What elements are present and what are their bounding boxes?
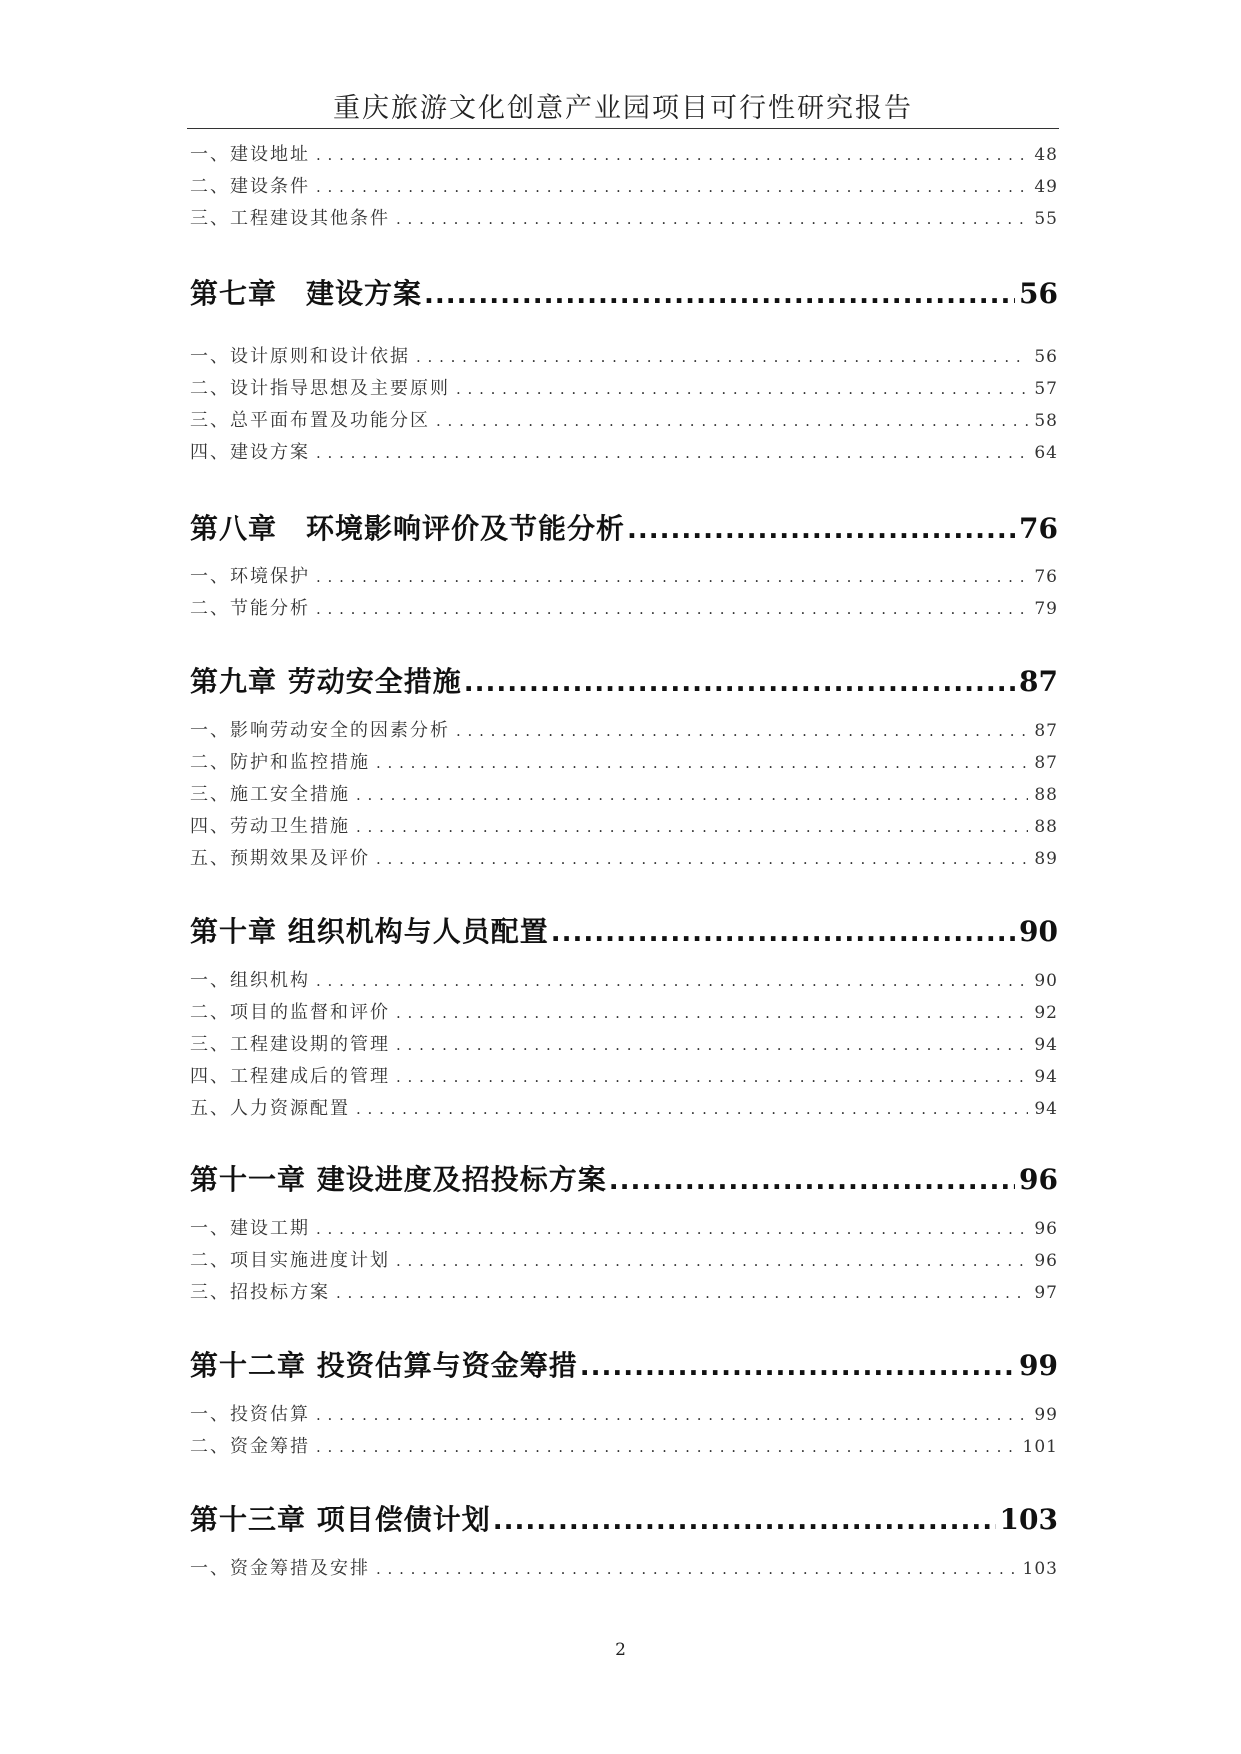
toc-entry-page: 87: [1019, 665, 1058, 698]
dot-leader: [493, 1506, 996, 1536]
toc-section-entry[interactable]: [190, 1030, 1058, 1056]
toc-entry-label: 一、资金筹措及安排: [190, 1558, 370, 1579]
toc-section-entry[interactable]: [190, 1554, 1058, 1580]
dot-leader: [356, 786, 1028, 804]
toc-entry-label: 二、设计指导思想及主要原则: [190, 378, 450, 399]
toc-entry-label: 第十三章 项目偿债计划: [190, 1503, 491, 1536]
toc-entry-page: 64: [1034, 443, 1058, 463]
toc-entry-label: 第十一章 建设进度及招投标方案: [190, 1163, 607, 1196]
toc-entry-page: 92: [1034, 1003, 1058, 1023]
toc-entry-page: 89: [1034, 849, 1058, 869]
toc-entry-label: 三、工程建设期的管理: [190, 1034, 390, 1055]
dot-leader: [316, 444, 1028, 462]
toc-entry-label: 三、总平面布置及功能分区: [190, 410, 430, 431]
toc-entry-page: 49: [1034, 177, 1058, 197]
toc-entry-page: 96: [1019, 1163, 1058, 1196]
dot-leader: [609, 1166, 1015, 1196]
dot-leader: [416, 348, 1028, 366]
toc-entry-label: 一、组织机构: [190, 970, 310, 991]
toc-entry-page: 76: [1019, 512, 1058, 545]
toc-section-entry[interactable]: [190, 1062, 1058, 1088]
running-header-title: 重庆旅游文化创意产业园项目可行性研究报告: [333, 93, 913, 124]
toc-section-entry[interactable]: [190, 172, 1058, 198]
toc-entry-label: 二、节能分析: [190, 598, 310, 619]
toc-entry-label: 二、建设条件: [190, 176, 310, 197]
toc-section-entry[interactable]: [190, 204, 1058, 230]
dot-leader: [376, 754, 1028, 772]
toc-entry-page: 90: [1034, 971, 1058, 991]
toc-section-entry[interactable]: [190, 966, 1058, 992]
toc-chapter-entry[interactable]: [190, 910, 1058, 950]
toc-entry-label: 一、建设地址: [190, 144, 310, 165]
dot-leader: [316, 146, 1028, 164]
toc-entry-page: 97: [1034, 1283, 1058, 1303]
toc-entry-label: 五、人力资源配置: [190, 1098, 350, 1119]
toc-entry-label: 三、工程建设其他条件: [190, 208, 390, 229]
toc-section-entry[interactable]: [190, 716, 1058, 742]
toc-chapter-entry[interactable]: [190, 272, 1058, 312]
toc-entry-label: 三、招投标方案: [190, 1282, 330, 1303]
toc-entry-page: 55: [1034, 209, 1058, 229]
toc-entry-label: 一、影响劳动安全的因素分析: [190, 720, 450, 741]
dot-leader: [316, 1406, 1028, 1424]
toc-entry-label: 四、工程建成后的管理: [190, 1066, 390, 1087]
toc-entry-label: 二、项目实施进度计划: [190, 1250, 390, 1271]
toc-section-entry[interactable]: [190, 438, 1058, 464]
toc-entry-page: 94: [1034, 1099, 1058, 1119]
dot-leader: [316, 1438, 1017, 1456]
toc-entry-page: 99: [1034, 1405, 1058, 1425]
toc-entry-page: 56: [1019, 277, 1058, 310]
toc-entry-page: 88: [1034, 817, 1058, 837]
dot-leader: [456, 380, 1028, 398]
dot-leader: [376, 1560, 1017, 1578]
toc-chapter-entry[interactable]: [190, 507, 1058, 547]
dot-leader: [436, 412, 1028, 430]
toc-entry-label: 三、施工安全措施: [190, 784, 350, 805]
toc-entry-label: 第七章 建设方案: [190, 277, 423, 310]
toc-entry-label: 一、设计原则和设计依据: [190, 346, 410, 367]
dot-leader: [316, 1220, 1028, 1238]
dot-leader: [424, 280, 1015, 310]
toc-section-entry[interactable]: [190, 1400, 1058, 1426]
toc-section-entry[interactable]: [190, 374, 1058, 400]
toc-entry-page: 90: [1019, 915, 1058, 948]
toc-entry-label: 五、预期效果及评价: [190, 848, 370, 869]
toc-entry-page: 76: [1034, 567, 1058, 587]
toc-chapter-entry[interactable]: [190, 1158, 1058, 1198]
toc-entry-page: 58: [1034, 411, 1058, 431]
dot-leader: [316, 178, 1028, 196]
toc-section-entry[interactable]: [190, 1278, 1058, 1304]
toc-entry-page: 99: [1019, 1349, 1058, 1382]
toc-section-entry[interactable]: [190, 140, 1058, 166]
toc-section-entry[interactable]: [190, 342, 1058, 368]
dot-leader: [316, 972, 1028, 990]
toc-section-entry[interactable]: [190, 1246, 1058, 1272]
page-number: 2: [615, 1640, 626, 1660]
toc-entry-page: 94: [1034, 1035, 1058, 1055]
toc-entry-label: 二、防护和监控措施: [190, 752, 370, 773]
dot-leader: [316, 568, 1028, 586]
toc-entry-label: 第十章 组织机构与人员配置: [190, 915, 549, 948]
toc-section-entry[interactable]: [190, 844, 1058, 870]
toc-entry-page: 79: [1034, 599, 1058, 619]
dot-leader: [376, 850, 1028, 868]
toc-section-entry[interactable]: [190, 748, 1058, 774]
dot-leader: [580, 1352, 1015, 1382]
toc-entry-label: 一、投资估算: [190, 1404, 310, 1425]
dot-leader: [456, 722, 1028, 740]
dot-leader: [396, 1036, 1028, 1054]
toc-entry-label: 一、环境保护: [190, 566, 310, 587]
dot-leader: [396, 1068, 1028, 1086]
toc-entry-page: 48: [1034, 145, 1058, 165]
toc-entry-page: 101: [1022, 1437, 1058, 1457]
dot-leader: [396, 210, 1028, 228]
toc-entry-page: 94: [1034, 1067, 1058, 1087]
toc-entry-page: 103: [999, 1503, 1058, 1536]
dot-leader: [396, 1004, 1028, 1022]
toc-section-entry[interactable]: [190, 998, 1058, 1024]
toc-chapter-entry[interactable]: [190, 660, 1058, 700]
toc-entry-label: 二、资金筹措: [190, 1436, 310, 1457]
toc-entry-page: 57: [1034, 379, 1058, 399]
dot-leader: [356, 818, 1028, 836]
toc-section-entry[interactable]: [190, 780, 1058, 806]
toc-entry-page: 96: [1034, 1219, 1058, 1239]
toc-entry-label: 四、建设方案: [190, 442, 310, 463]
dot-leader: [464, 668, 1015, 698]
dot-leader: [396, 1252, 1028, 1270]
toc-entry-page: 87: [1034, 753, 1058, 773]
toc-entry-label: 第八章 环境影响评价及节能分析: [190, 512, 626, 545]
toc-entry-page: 88: [1034, 785, 1058, 805]
toc-entry-label: 一、建设工期: [190, 1218, 310, 1239]
toc-section-entry[interactable]: [190, 812, 1058, 838]
toc-entry-label: 第十二章 投资估算与资金筹措: [190, 1349, 578, 1382]
toc-section-entry[interactable]: [190, 1094, 1058, 1120]
toc-section-entry[interactable]: [190, 1214, 1058, 1240]
toc-entry-label: 二、项目的监督和评价: [190, 1002, 390, 1023]
dot-leader: [356, 1100, 1028, 1118]
toc-entry-page: 96: [1034, 1251, 1058, 1271]
toc-entry-page: 56: [1034, 347, 1058, 367]
toc-chapter-entry[interactable]: [190, 1498, 1058, 1538]
toc-entry-page: 103: [1022, 1559, 1058, 1579]
dot-leader: [627, 515, 1015, 545]
toc-entry-label: 第九章 劳动安全措施: [190, 665, 462, 698]
toc-chapter-entry[interactable]: [190, 1344, 1058, 1384]
toc-section-entry[interactable]: [190, 406, 1058, 432]
dot-leader: [336, 1284, 1028, 1302]
toc-entry-page: 87: [1034, 721, 1058, 741]
toc-entry-label: 四、劳动卫生措施: [190, 816, 350, 837]
dot-leader: [316, 600, 1028, 618]
toc-section-entry[interactable]: [190, 1432, 1058, 1458]
dot-leader: [551, 918, 1015, 948]
toc-section-entry[interactable]: [190, 562, 1058, 588]
toc-section-entry[interactable]: [190, 594, 1058, 620]
